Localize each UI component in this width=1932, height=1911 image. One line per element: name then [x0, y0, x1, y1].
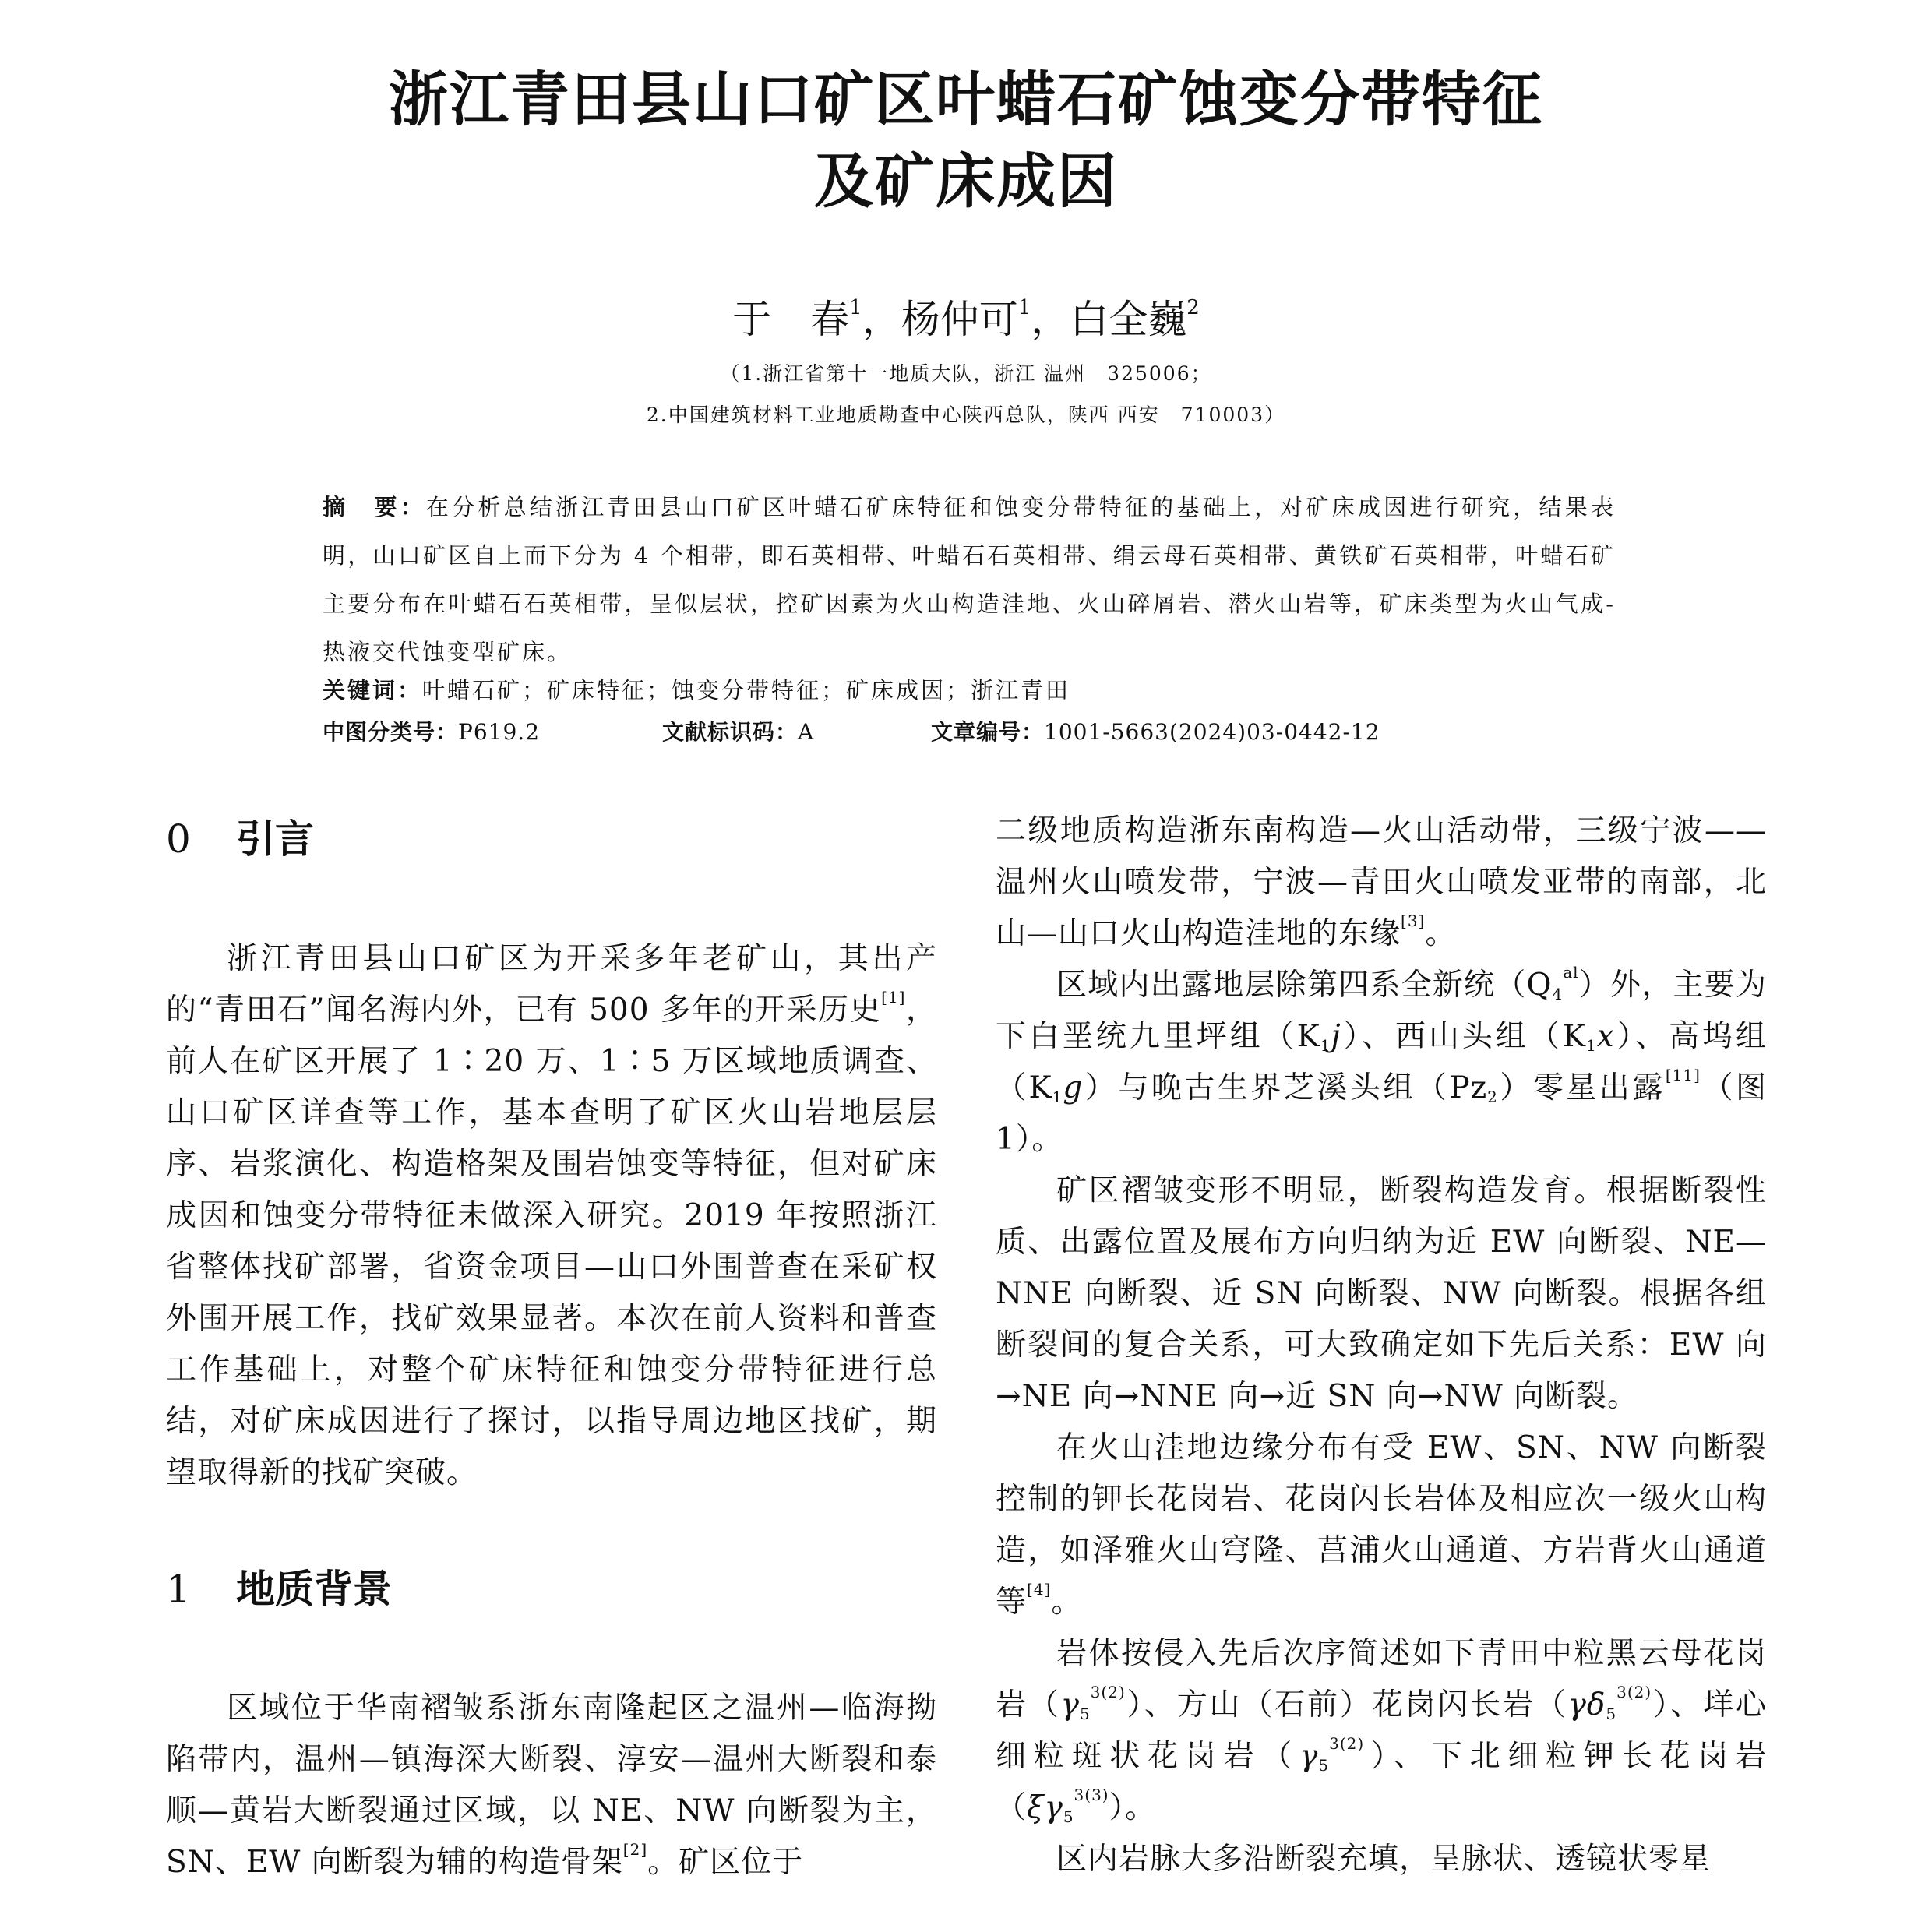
keywords-label: 关键词： — [323, 677, 423, 703]
intro-text: 浙江青田县山口矿区为开采多年老矿山，其出产的“青田石”闻名海内外，已有 500 多年的开采历史[1]，前人在矿区开展了 1∶20 万、1∶5 万区域地质调查、山口矿区详查等工作，基本查明了矿区火山岩地层层序、岩浆演化、构造格架及围岩蚀变等特征，但对矿床成因和蚀变分带特征未做深入研究。2019 年按照浙江省整体找矿部署，省资金项目—山口外围普查在采矿权外围开展工作，找矿效果显著。本次在前人资料和普查工作基础上，对整个矿床特征和蚀变分带特征进行总结，对矿床成因进行了探讨，以指导周边地区找矿，期望取得新的找矿突破。 — [166, 941, 937, 1490]
author-1: 于 春 — [732, 297, 850, 342]
section-0-number: 0 — [166, 816, 191, 862]
right-paragraph-5: 岩体按侵入先后次序简述如下青田中粒黑云母花岗岩$(\gamma_5^{3(2)})$、方山（石前）花岗闪长岩$(\gamma\delta_5^{3(2)})$、垟心细粒斑状花岗岩$(\gamma_5^{3(2)})$、下北细粒钾长花岗岩$(\xi\gamma_5^{3(3)})$。 — [996, 1636, 1767, 1826]
article-number-value: 1001-5663(2024)03-0442-12 — [1044, 719, 1380, 745]
right-paragraph-4: 在火山洼地边缘分布有受 EW、SN、NW 向断裂控制的钾长花岗岩、花岗闪长岩体及相应次一级火山构造，如泽雅火山穹隆、莒浦火山通道、方岩背火山通道等[4]。 — [996, 1430, 1767, 1620]
clc-number — [323, 713, 540, 752]
section-1-number: 1 — [166, 1567, 191, 1612]
keywords — [323, 666, 1616, 714]
document-code-label: 文献标识码： — [662, 719, 799, 745]
right-paragraph-6: 区内岩脉大多沿断裂充填，呈脉状、透镜状零星 — [1056, 1842, 1712, 1877]
right-column — [996, 806, 1767, 1885]
abstract-text: 在分析总结浙江青田县山口矿区叶蜡石矿床特征和蚀变分带特征的基础上，对矿床成因进行研究，结果表明，山口矿区自上而下分为 4 个相带，即石英相带、叶蜡石石英相带、绢云母石英相带、黄铁矿石英相带，叶蜡石矿主要分布在叶蜡石石英相带，呈似层状，控矿因素为火山构造洼地、火山碎屑岩、潜火山岩等，矿床类型为火山气成-热液交代蚀变型矿床。 — [323, 494, 1616, 665]
article-number-label: 文章编号： — [931, 719, 1045, 745]
citation: [1] — [881, 988, 906, 1007]
keywords-text: 叶蜡石矿；矿床特征；蚀变分带特征；矿床成因；浙江青田 — [422, 677, 1071, 703]
citation: [4] — [1027, 1580, 1052, 1599]
section-1-title: 地质背景 — [236, 1567, 392, 1612]
author-2: ，杨仲可 — [862, 297, 1018, 342]
paper-title-line-1: 浙江青田县山口矿区叶蜡石矿蚀变分带特征 — [389, 65, 1543, 134]
right-paragraph-1: 二级地质构造浙东南构造—火山活动带，三级宁波——温州火山喷发带，宁波—青田火山喷发亚带的南部，北山—山口火山构造洼地的东缘[3]。 — [996, 813, 1767, 951]
clc-value: P619.2 — [458, 719, 541, 745]
author-2-affil-mark: 1 — [1017, 296, 1031, 319]
geology-paragraph — [166, 1683, 937, 1888]
document-code — [662, 713, 814, 752]
affiliation-line-1: （1.浙江省第十一地质大队，浙江 温州 325006； — [720, 362, 1212, 385]
author-3-affil-mark: 2 — [1186, 296, 1200, 319]
intro-paragraph — [166, 933, 937, 1499]
geology-text: 区域位于华南褶皱系浙东南隆起区之温州—临海拗陷带内，温州—镇海深大断裂、淳安—温州大断裂和泰顺—黄岩大断裂通过区域，以 NE、NW 向断裂为主，SN、EW 向断裂为辅的构造骨架[2]。矿区位于 — [166, 1691, 937, 1880]
citation: [3] — [1401, 911, 1426, 930]
section-0-title: 引言 — [236, 816, 314, 862]
article-number — [931, 713, 1380, 752]
abstract-label: 摘 要： — [323, 494, 426, 520]
document-code-value: A — [798, 719, 815, 745]
section-0-heading — [166, 812, 314, 866]
right-paragraph-3: 矿区褶皱变形不明显，断裂构造发育。根据断裂性质、出露位置及展布方向归纳为近 EW 向断裂、NE—NNE 向断裂、近 SN 向断裂、NW 向断裂。根据各组断裂间的复合关系，可大致确定如下先后关系：EW 向→NE 向→NNE 向→近 SN 向→NW 向断裂。 — [996, 1173, 1767, 1414]
paper-title-line-2: 及矿床成因 — [814, 146, 1118, 216]
clc-label: 中图分类号： — [323, 719, 459, 745]
section-1-heading — [166, 1562, 392, 1617]
author-3: ，白全巍 — [1031, 297, 1187, 342]
author-1-affil-mark: 1 — [849, 296, 862, 319]
abstract — [323, 483, 1616, 676]
affiliation-line-2: 2.中国建筑材料工业地质勘查中心陕西总队，陕西 西安 710003） — [646, 404, 1286, 426]
right-paragraph-2: 区域内出露地层除第四系全新统$(Q_4^{al})$外，主要为下白垩统九里坪组$(K_1j)$、西山头组$(K_1x)$、高坞组$(K_1g)$与晚古生界芝溪头组$(Pz_2)$零星出露[11]（图 1）。 — [996, 963, 1767, 1157]
citation: [11] — [1665, 1066, 1701, 1084]
citation: [2] — [622, 1840, 648, 1859]
author-list — [0, 292, 1932, 347]
